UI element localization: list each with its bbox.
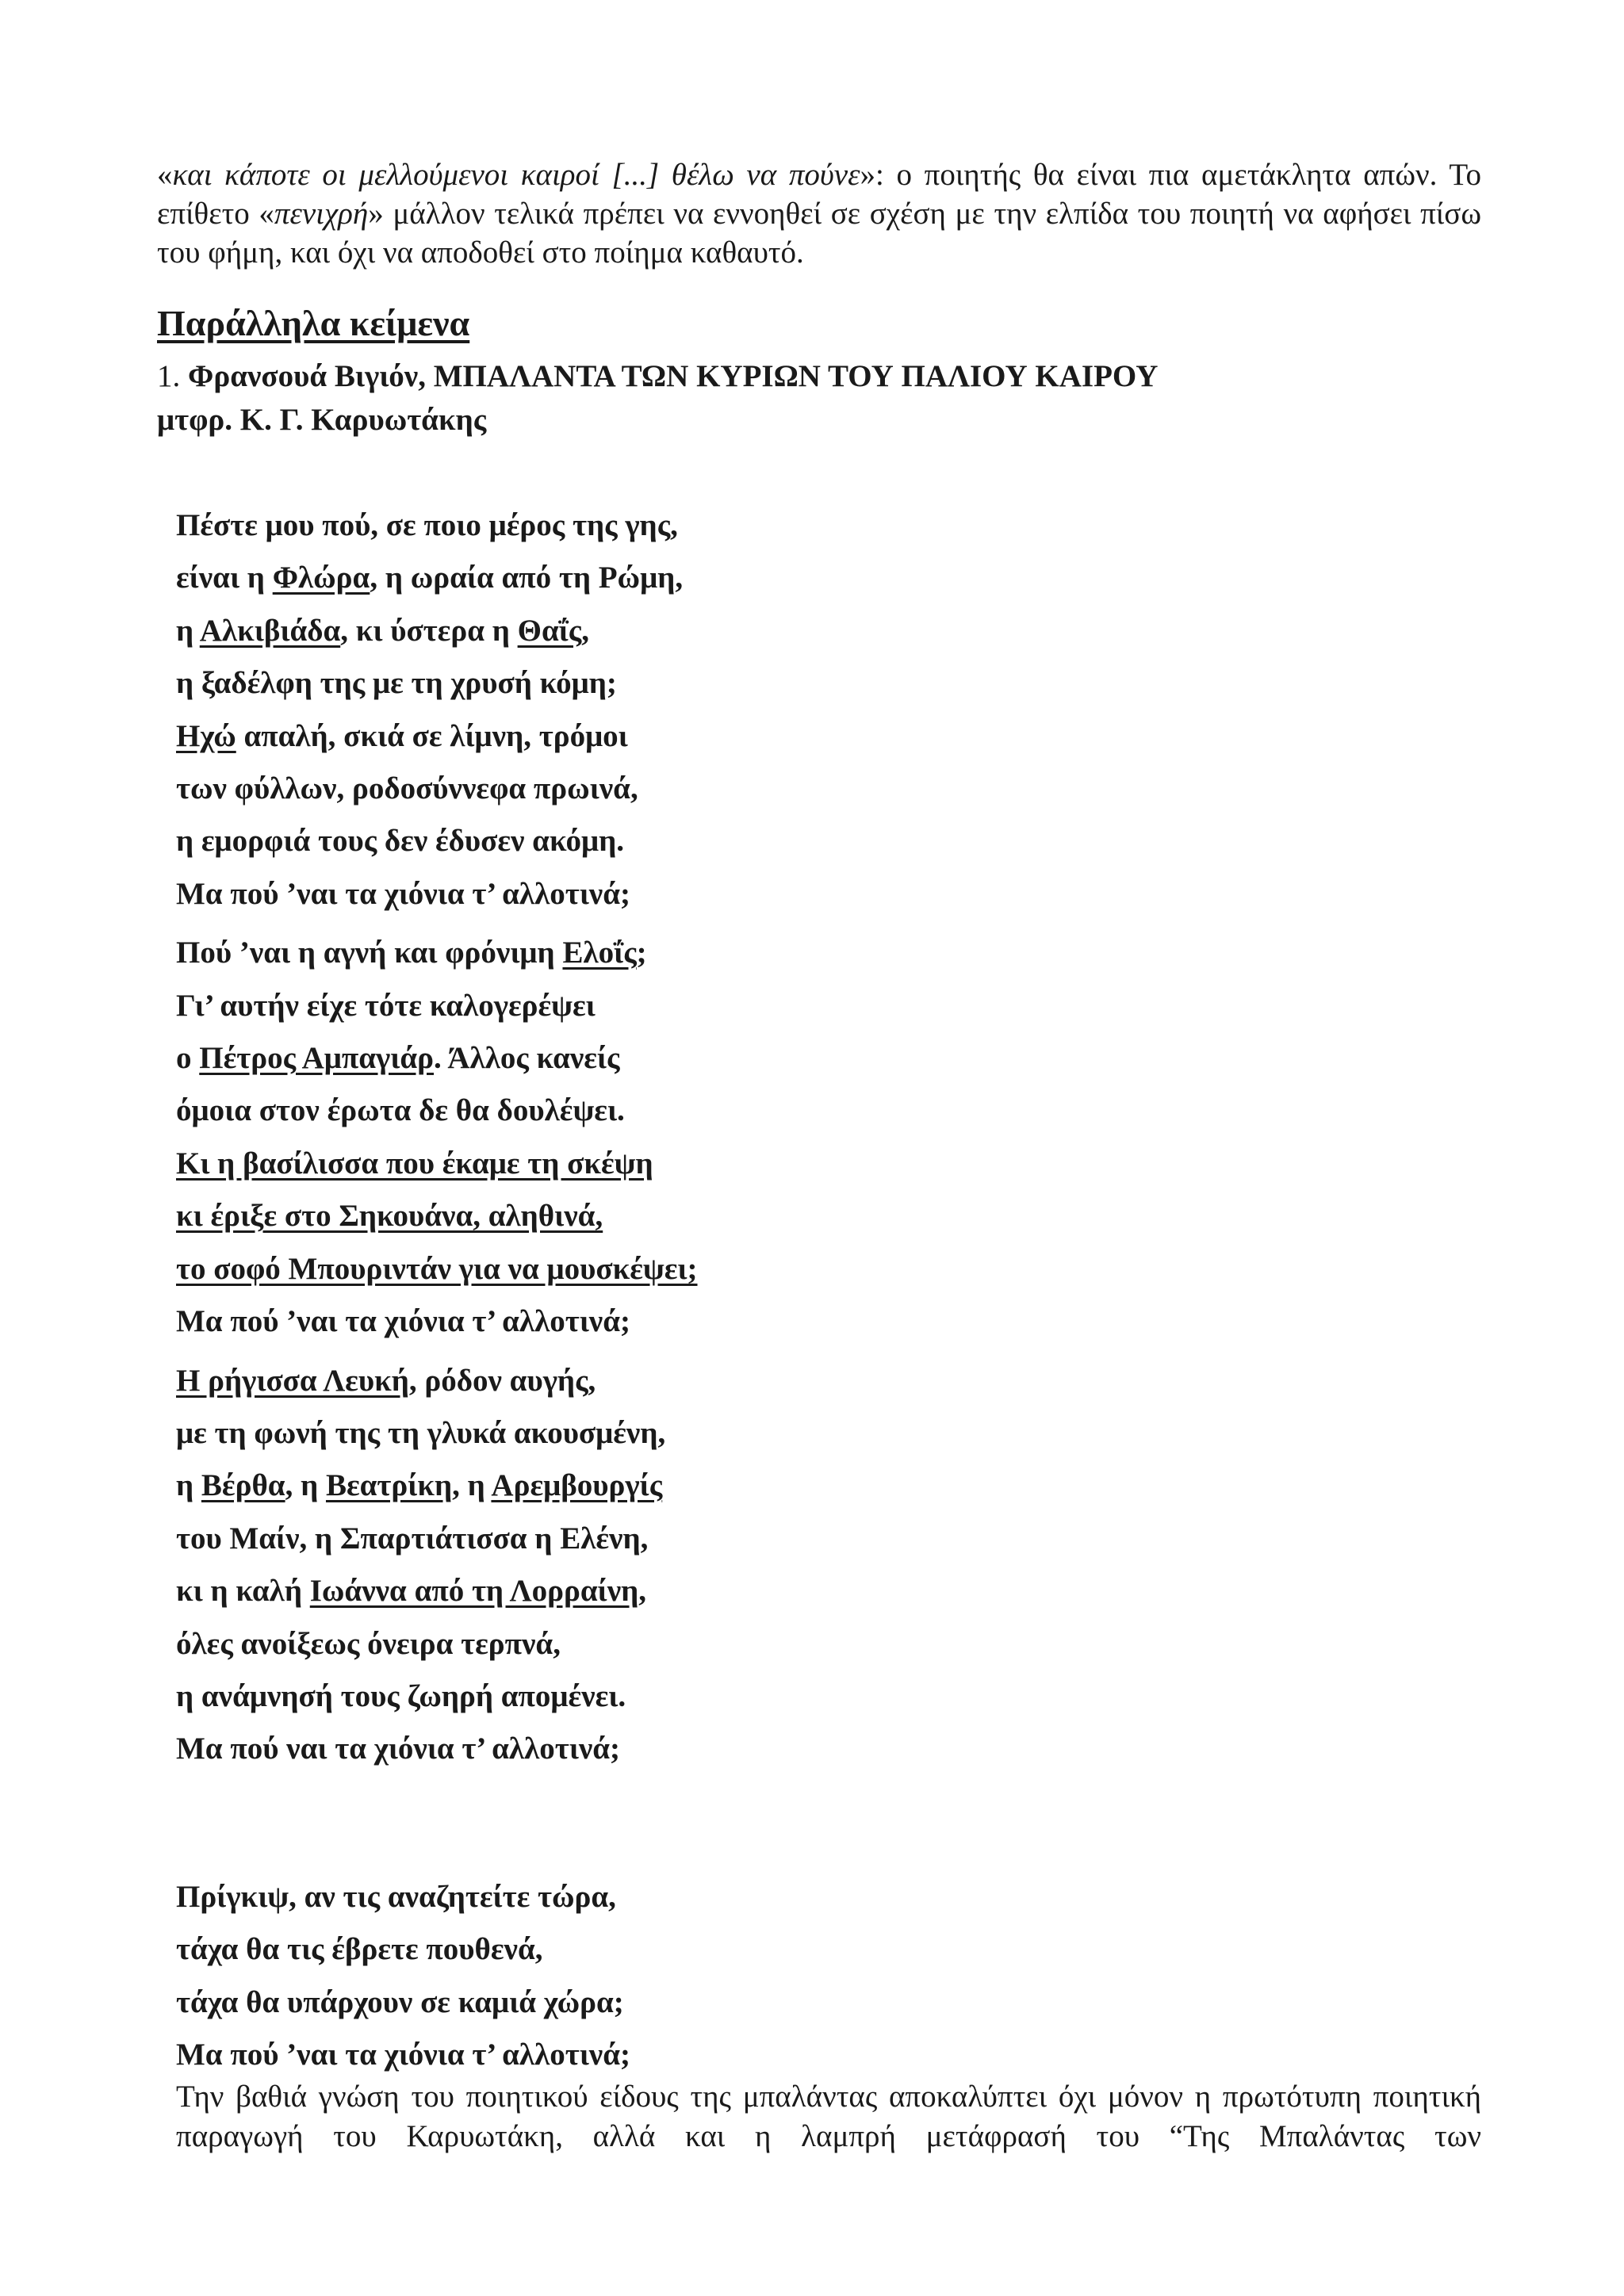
poem-envoi <box>176 1871 698 2082</box>
poem-line <box>176 1355 698 1407</box>
poem-text: , η <box>285 1468 326 1503</box>
poem-refrain: Μα πού ναι τα χιόνια τ’ αλλοτινά; <box>176 1732 620 1766</box>
poem-underlined-name: Φλώρα <box>272 561 370 595</box>
poem-text: ο <box>176 1041 200 1076</box>
poem-underlined-line: το σοφό Μπουριντάν για να μουσκέψει; <box>176 1251 698 1286</box>
intro-line1-text: »: ο ποιητής θα είναι πια αμετάκλητα απών. <box>860 158 1438 192</box>
intro-quoted-word: πενιχρή <box>274 197 369 231</box>
intro-line2-text: » μάλλον τελικά πρέπει να εννοηθεί σε σχέση με την ελπίδα του ποιητή να αφήσει πίσω του φήμη, και όχι να αποδοθεί στο ποίημα καθαυτό. <box>157 197 1481 270</box>
poem-underlined-name: Θαΐς <box>517 613 582 648</box>
reference-translator: μτφρ. Κ. Γ. Καρυωτάκης <box>157 403 487 437</box>
poem-line: όλες ανοίξεως όνειρα τερπνά, <box>176 1626 561 1661</box>
poem-line: Πρίγκιψ, αν τις αναζητείτε τώρα, <box>176 1879 616 1914</box>
poem-underlined-name: Βέρθα <box>201 1468 285 1503</box>
poem-text: , κι ύστερα η <box>340 613 518 648</box>
poem-line: η ανάμνησή τους ζωηρή απομένει. <box>176 1678 626 1713</box>
poem-underlined-name: Ελοΐς <box>562 936 637 970</box>
poem-text: , <box>638 1574 647 1609</box>
poem-text: , η <box>452 1468 492 1503</box>
reference-title-line <box>157 357 1158 396</box>
poem-text: η <box>176 613 200 648</box>
poem-underlined-name: Ηχώ <box>176 718 236 753</box>
poem-line <box>176 710 698 763</box>
poem-underlined-name: Βεατρίκη <box>325 1468 453 1503</box>
intro-quote-open: « <box>157 158 173 192</box>
poem-line <box>176 552 698 604</box>
poem-line: τάχα θα τις έβρετε πουθενά, <box>176 1932 543 1967</box>
poem-text: απαλή, σκιά σε λίμνη, τρόμοι <box>236 718 628 753</box>
poem-refrain: Μα πού ’ναι τα χιόνια τ’ αλλοτινά; <box>176 1304 630 1339</box>
closing-paragraph: Την βαθιά γνώση του ποιητικού είδους της μπαλάντας αποκαλύπτει όχι μόνον η πρωτότυπη ποιητική παραγωγή του Καρυωτάκη, αλλά και η λαμπρή μετάφρασή του “Της Μπαλάντας των <box>176 2080 1481 2153</box>
poem <box>176 499 698 2081</box>
intro-quoted-verse: και κάποτε οι μελλούμενοι καιροί [...] θέλω να πούνε <box>172 158 860 192</box>
poem-line <box>176 1243 698 1295</box>
poem-line: Γι’ αυτήν είχε τότε καλογερέψει <box>176 988 596 1023</box>
poem-refrain: Μα πού ’ναι τα χιόνια τ’ αλλοτινά; <box>176 876 630 911</box>
poem-underlined-line: κι έριξε στο Σηκουάνα, αληθινά, <box>176 1199 603 1234</box>
poem-line: με τη φωνή της τη γλυκά ακουσμένη, <box>176 1415 666 1450</box>
poem-line: Πέστε μου πού, σε ποιο μέρος της γης, <box>176 508 678 542</box>
poem-text: , η ωραία από τη Ρώμη, <box>370 561 684 595</box>
poem-text: ; <box>636 936 647 970</box>
poem-text: , <box>581 613 590 648</box>
poem-line <box>176 927 698 979</box>
poem-line <box>176 1190 698 1242</box>
poem-underlined-name: Πέτρος Αμπαγιάρ <box>199 1041 435 1076</box>
poem-underlined-line: Κι η βασίλισσα που έκαμε τη σκέψη <box>176 1146 653 1181</box>
poem-line: των φύλλων, ροδοσύννεφα πρωινά, <box>176 771 638 806</box>
poem-line: του Μαίν, η Σπαρτιάτισσα η Ελένη, <box>176 1521 649 1556</box>
poem-text: η <box>176 1468 201 1503</box>
section-heading: Παράλληλα κείμενα <box>157 303 470 343</box>
poem-line: τάχα θα υπάρχουν σε καμιά χώρα; <box>176 1984 624 2019</box>
poem-text: , ρόδον αυγής, <box>408 1363 596 1398</box>
poem-line <box>176 1565 698 1617</box>
poem-line <box>176 1032 698 1085</box>
poem-underlined-name: Αρεμβουργίς <box>491 1468 663 1503</box>
poem-refrain: Μα πού ’ναι τα χιόνια τ’ αλλοτινά; <box>176 2037 630 2072</box>
poem-text: κι η καλή <box>176 1574 310 1609</box>
reference-title: Φρανσουά Βιγιόν, ΜΠΑΛΑΝΤΑ ΤΩΝ ΚΥΡΙΩΝ ΤΟΥ ΠΑΛΙΟΥ ΚΑΙΡΟΥ <box>188 359 1159 393</box>
poem-underlined-name: Η ρήγισσα Λευκή <box>176 1363 409 1398</box>
poem-stanza-3 <box>176 1355 698 1776</box>
poem-underlined-name: Αλκιβιάδα <box>199 613 341 648</box>
poem-line <box>176 1460 698 1512</box>
poem-line <box>176 605 698 657</box>
poem-stanza-1 <box>176 499 698 920</box>
intro-line2-start: Το επίθετο « <box>157 158 1482 231</box>
poem-line: η ξαδέλφη της με τη χρυσή κόμη; <box>176 666 617 701</box>
poem-text: Πού ’ναι η αγνή και φρόνιμη <box>176 936 563 970</box>
poem-stanza-2 <box>176 927 698 1348</box>
poem-line: η εμορφιά τους δεν έδυσεν ακόμη. <box>176 824 624 859</box>
poem-text: . Άλλος κανείς <box>434 1041 620 1076</box>
poem-line: όμοια στον έρωτα δε θα δουλέψει. <box>176 1093 625 1128</box>
poem-text: είναι η <box>176 561 273 595</box>
poem-underlined-name: Ιωάννα από τη Λορραίνη <box>309 1574 639 1609</box>
poem-line <box>176 1138 698 1190</box>
reference-number: 1. <box>157 359 188 393</box>
intro-paragraph <box>157 155 1481 272</box>
